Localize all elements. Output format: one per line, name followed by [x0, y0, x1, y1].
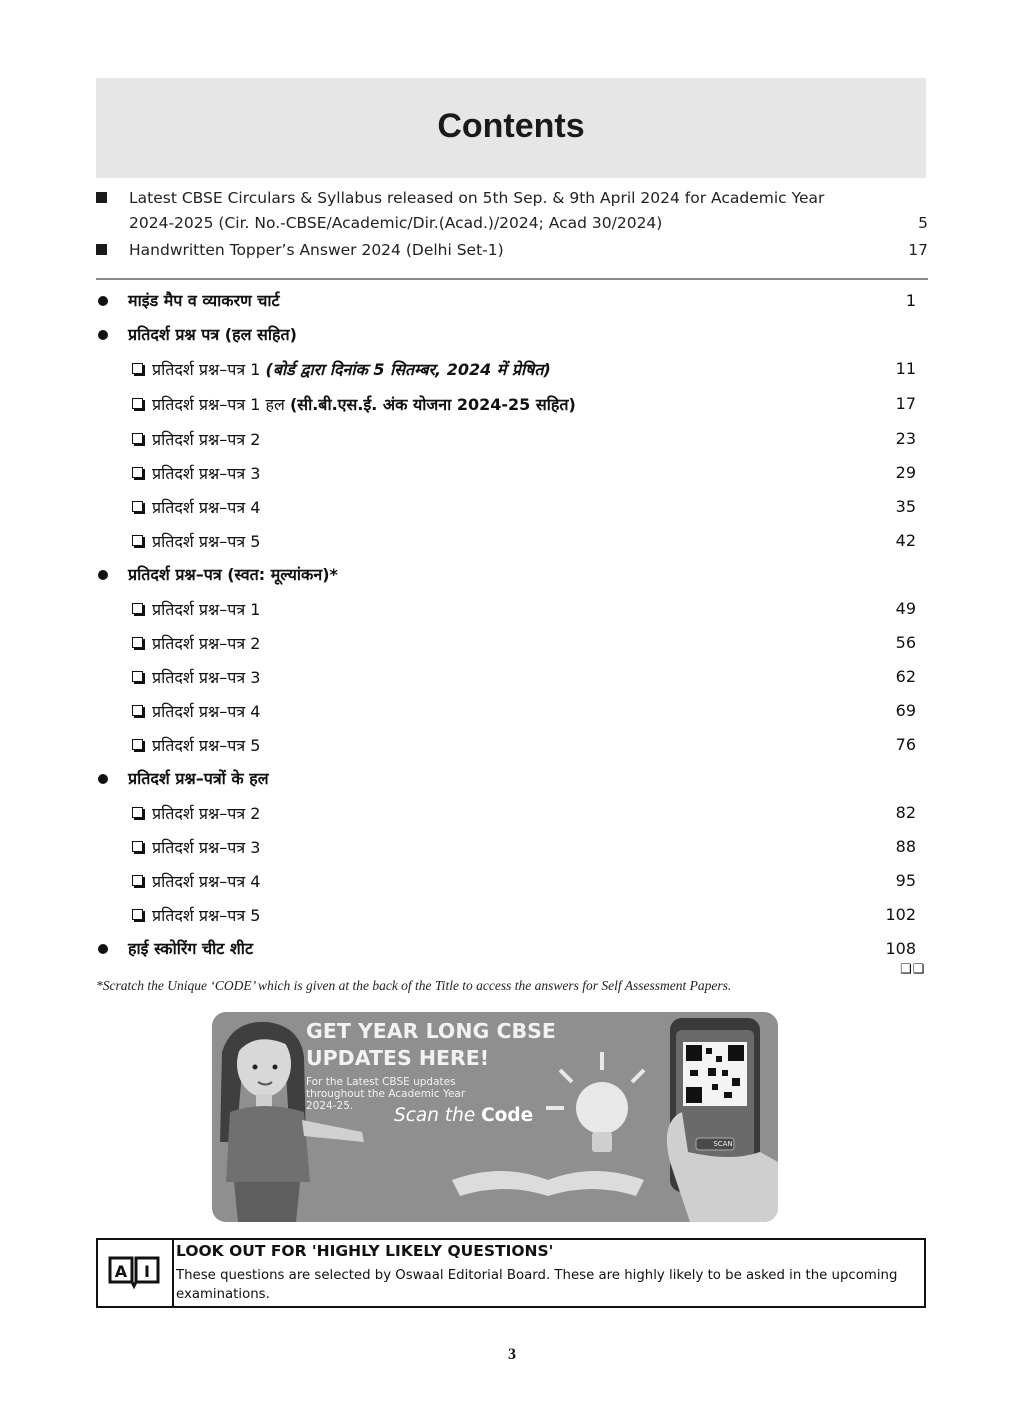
item-label: प्रतिदर्श प्रश्न–पत्र 4 [152, 498, 261, 517]
section-label: प्रतिदर्श प्रश्न–पत्रों के हल [128, 769, 269, 788]
item-label: प्रतिदर्श प्रश्न–पत्र 5 [152, 736, 261, 755]
section-label: हाई स्कोरिंग चीट शीट [128, 939, 254, 958]
scan-bold: Code [481, 1105, 534, 1126]
page-ref: 17 [895, 394, 916, 413]
ai-book-icon [98, 1240, 174, 1306]
toc-item[interactable] [96, 456, 928, 490]
checkbox-bullet-icon [132, 501, 143, 512]
page-ref: 95 [895, 871, 916, 890]
item-label: प्रतिदर्श प्रश्न–पत्र 4 [152, 702, 261, 721]
banner-title-line1: GET YEAR LONG CBSE [306, 1019, 556, 1043]
item-note: (सी.बी.एस.ई. अंक योजना 2024-25 सहित) [289, 395, 576, 414]
item-label: प्रतिदर्श प्रश्न–पत्र 1 [152, 360, 266, 379]
page-ref: 17 [908, 241, 928, 259]
item-label: प्रतिदर्श प्रश्न–पत्र 5 [152, 532, 261, 551]
page-ref: 69 [895, 701, 916, 720]
item-label: प्रतिदर्श प्रश्न–पत्र 3 [152, 838, 261, 857]
toc-section-cheat-sheet[interactable] [96, 932, 928, 966]
toc-item[interactable] [96, 796, 928, 830]
checkbox-bullet-icon [132, 637, 143, 648]
checkbox-bullet-icon [132, 807, 143, 818]
checkbox-bullet-icon [132, 363, 143, 374]
banner-title [306, 1018, 556, 1072]
checkbox-bullet-icon [132, 841, 143, 852]
toc-item[interactable] [96, 864, 928, 898]
updates-banner[interactable] [212, 1012, 778, 1222]
item-label: प्रतिदर्श प्रश्न–पत्र 2 [152, 634, 261, 653]
checkbox-bullet-icon [132, 875, 143, 886]
toc-section-solutions[interactable] [96, 762, 928, 796]
banner-subtitle: For the Latest CBSE updates throughout the Academic Year 2024-25. [306, 1076, 466, 1112]
checkbox-bullet-icon [132, 398, 143, 409]
item-label: प्रतिदर्श प्रश्न–पत्र 3 [152, 464, 261, 483]
toc-item[interactable] [96, 660, 928, 694]
top-item-toppers-answer[interactable] [96, 238, 932, 263]
contents-header [96, 78, 926, 178]
bullet-icon [98, 296, 108, 306]
page-ref: 76 [895, 735, 916, 754]
toc-item[interactable] [96, 592, 928, 626]
page-ref: 88 [895, 837, 916, 856]
page-ref: 102 [885, 905, 916, 924]
phone-qr-icon [667, 1018, 778, 1222]
item-label: प्रतिदर्श प्रश्न–पत्र 5 [152, 906, 261, 925]
divider [96, 278, 928, 280]
toc-item[interactable] [96, 524, 928, 558]
bullet-icon [98, 944, 108, 954]
page-ref: 108 [885, 939, 916, 958]
page-ref: 35 [895, 497, 916, 516]
ai-icon-letter-i: I [144, 1262, 150, 1281]
toc-item[interactable] [96, 387, 928, 422]
toc-list [96, 284, 928, 966]
ai-icon-letter-a: A [114, 1262, 128, 1281]
toc-section-self-assessment[interactable] [96, 558, 928, 592]
item-label: प्रतिदर्श प्रश्न–पत्र 3 [152, 668, 261, 687]
checkbox-bullet-icon [132, 467, 143, 478]
section-label: प्रतिदर्श प्रश्न पत्र (हल सहित) [128, 325, 297, 344]
page-ref: 29 [895, 463, 916, 482]
item-label: प्रतिदर्श प्रश्न–पत्र 1 [152, 600, 261, 619]
end-mark-icon: ❑❑ [900, 962, 926, 977]
page-ref: 82 [895, 803, 916, 822]
toc-section-sample-papers-solved[interactable] [96, 318, 928, 352]
page-ref: 42 [895, 531, 916, 550]
highly-likely-callout [96, 1238, 926, 1308]
top-item-label: Handwritten Topper’s Answer 2024 (Delhi Set-1) [129, 241, 504, 259]
toc-item[interactable] [96, 898, 928, 932]
page-ref: 56 [895, 633, 916, 652]
page-ref: 23 [895, 429, 916, 448]
callout-body: These questions are selected by Oswaal Editorial Board. These are highly likely to be asked in the upcoming examinations. [176, 1268, 898, 1302]
toc-item[interactable] [96, 422, 928, 456]
section-label: प्रतिदर्श प्रश्न–पत्र (स्वत: मूल्यांकन)* [128, 565, 338, 584]
item-label: प्रतिदर्श प्रश्न–पत्र 1 हल [152, 395, 290, 414]
checkbox-bullet-icon [132, 535, 143, 546]
top-items [96, 186, 932, 263]
checkbox-bullet-icon [132, 909, 143, 920]
item-label: प्रतिदर्श प्रश्न–पत्र 2 [152, 430, 261, 449]
item-label: प्रतिदर्श प्रश्न–पत्र 4 [152, 872, 261, 891]
banner-title-line2: UPDATES HERE! [306, 1046, 490, 1070]
top-item-label: Latest CBSE Circulars & Syllabus released on 5th Sep. & 9th April 2024 for Academic Year 2024-2025 (Cir. No.-CBSE/Academic/Dir.(Acad.)/2024; Acad 30/2024) [129, 189, 825, 232]
checkbox-bullet-icon [132, 603, 143, 614]
scan-prefix: Scan the [394, 1105, 482, 1126]
page-title: Contents [437, 106, 585, 145]
toc-item[interactable] [96, 490, 928, 524]
checkbox-bullet-icon [132, 705, 143, 716]
toc-item[interactable] [96, 830, 928, 864]
phone-scan-button-label: SCAN [713, 1140, 733, 1148]
page-ref: 49 [895, 599, 916, 618]
page-number: 3 [508, 1346, 516, 1363]
page-ref: 62 [895, 667, 916, 686]
toc-section-mindmap[interactable] [96, 284, 928, 318]
scan-the-code-label [394, 1105, 533, 1126]
bullet-icon [98, 570, 108, 580]
item-note: (बोर्ड द्वारा दिनांक 5 सितम्बर, 2024 में प्रेषित) [265, 360, 551, 379]
section-label: माइंड मैप व व्याकरण चार्ट [128, 291, 280, 310]
checkbox-bullet-icon [132, 433, 143, 444]
toc-item[interactable] [96, 728, 928, 762]
checkbox-bullet-icon [132, 671, 143, 682]
square-bullet-icon [96, 244, 107, 255]
page-ref: 5 [918, 214, 928, 232]
square-bullet-icon [96, 192, 107, 203]
bullet-icon [98, 330, 108, 340]
toc-item[interactable] [96, 626, 928, 660]
bullet-icon [98, 774, 108, 784]
toc-item[interactable] [96, 694, 928, 728]
page-ref: 11 [895, 359, 916, 378]
checkbox-bullet-icon [132, 739, 143, 750]
item-label: प्रतिदर्श प्रश्न–पत्र 2 [152, 804, 261, 823]
top-item-circulars[interactable] [96, 186, 932, 236]
toc-item[interactable] [96, 352, 928, 387]
footnote: *Scratch the Unique ‘CODE’ which is given at the back of the Title to access the answers for Self Assessment Papers. [96, 978, 732, 993]
page-ref: 1 [905, 291, 916, 310]
callout-heading: LOOK OUT FOR 'HIGHLY LIKELY QUESTIONS' [176, 1242, 554, 1260]
